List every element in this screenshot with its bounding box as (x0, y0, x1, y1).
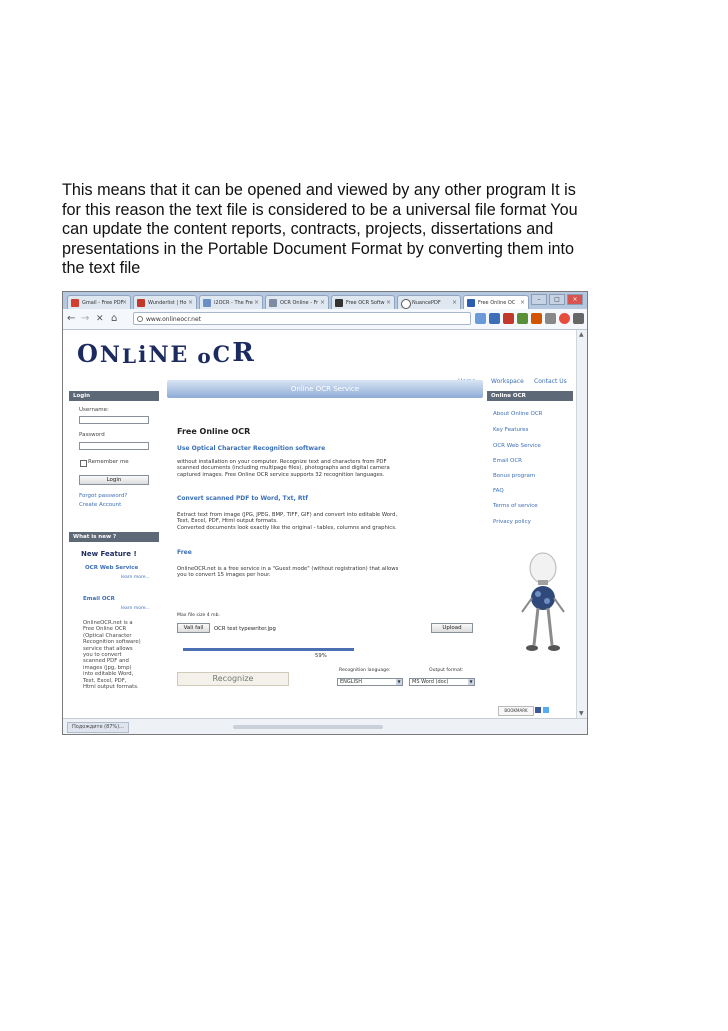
learn-more-link[interactable]: learn more... (121, 575, 150, 580)
menu-about[interactable]: About Online OCR (493, 411, 543, 417)
close-icon[interactable]: × (253, 299, 259, 306)
format-value: MS Word (doc) (412, 679, 449, 685)
convert-heading[interactable]: Convert scanned PDF to Word, Txt, Rtf (177, 495, 308, 502)
paragraph-line: can update the content reports, contracts, projects, dissertations and (62, 220, 554, 239)
language-select[interactable] (337, 678, 403, 686)
tab-nuancepdf[interactable] (397, 295, 461, 309)
description-line: scanned PDF and (83, 658, 129, 665)
logo-letter: N (148, 342, 169, 368)
email-ocr-link[interactable]: Email OCR (83, 596, 115, 602)
star-icon[interactable] (475, 313, 486, 324)
logo-letter: R (232, 338, 254, 368)
convert-line: Extract text from image (JPG, JPEG, BMP, TIFF, GIF) and convert into editable Word, (177, 512, 398, 518)
description-line: (Optical Character (83, 632, 132, 639)
horizontal-scrollbar[interactable] (233, 725, 383, 729)
paragraph-line: presentations in the Portable Document Format by converting them into (62, 239, 574, 258)
tab-free-ocr-software[interactable] (331, 295, 395, 309)
tab-i2ocr[interactable] (199, 295, 263, 309)
username-label: Username: (79, 407, 109, 413)
extension-icon[interactable] (531, 313, 542, 324)
convert-line: Text, Excel, PDF, Html output formats. (177, 518, 278, 525)
language-label: Recognition language: (339, 668, 391, 673)
login-button[interactable]: Login (79, 475, 149, 485)
forgot-password-link[interactable]: Forgot password? (79, 493, 128, 499)
description-line: Html output formats. (83, 684, 139, 691)
tab-label: i2OCR - The Fre (214, 300, 253, 306)
tab-gmail[interactable] (67, 295, 131, 309)
login-heading: Login (69, 391, 159, 401)
robot-illustration (518, 550, 568, 670)
tab-strip (63, 292, 587, 309)
wrench-icon[interactable] (573, 313, 584, 324)
paragraph-line: the text file (62, 259, 141, 278)
recognize-button[interactable]: Recognize (177, 672, 289, 686)
description-line: Recognition software) (83, 639, 141, 646)
close-icon[interactable]: × (385, 299, 391, 306)
tab-free-online-ocr[interactable] (463, 295, 529, 309)
description-line: images (jpg, bmp) (83, 664, 132, 671)
tab-label: OCR Online - Fr (280, 300, 319, 306)
status-bar (63, 718, 587, 735)
close-icon[interactable]: × (121, 299, 127, 306)
intro-line: captured images. Free Online OCR service supports 32 recognition languages. (177, 471, 385, 478)
menu-key-features[interactable]: Key Features (493, 427, 529, 433)
address-bar[interactable] (133, 312, 471, 325)
tab-label: NuancePDF (412, 300, 441, 306)
gmail-icon[interactable] (545, 313, 556, 324)
facebook-icon[interactable] (535, 707, 541, 713)
page-content (63, 330, 577, 718)
forward-button[interactable]: → (81, 313, 90, 324)
extension-icon[interactable] (489, 313, 500, 324)
globe-icon (401, 299, 411, 309)
extension-icon[interactable] (503, 313, 514, 324)
page-icon (203, 299, 211, 307)
logo-letter: L (122, 344, 137, 368)
right-menu-heading: Online OCR (487, 391, 573, 401)
page-icon (335, 299, 343, 307)
menu-privacy[interactable]: Privacy policy (493, 519, 531, 525)
site-logo[interactable] (77, 338, 254, 368)
extension-icon[interactable] (517, 313, 528, 324)
logo-letter: C (212, 342, 231, 368)
tab-label: Wunderlist | Ho (148, 300, 187, 306)
intro-line: scanned documents (including multipage files), photographs and digital camera (177, 465, 390, 472)
bookmark-button[interactable]: BOOKMARK (498, 706, 534, 716)
tab-label: Free Online OC (478, 300, 516, 306)
service-bar: Online OCR Service (167, 380, 483, 398)
menu-terms[interactable]: Terms of service (493, 503, 538, 509)
learn-more-link[interactable]: learn more... (121, 606, 150, 611)
free-heading: Free (177, 549, 192, 556)
close-icon[interactable]: × (187, 299, 193, 306)
paragraph-line: This means that it can be opened and viewed by any other program It is (62, 181, 576, 199)
intro-line: without installation on your computer. Recognize text and characters from PDF (177, 459, 387, 465)
gmail-icon (71, 299, 79, 307)
maximize-button[interactable]: □ (549, 294, 565, 305)
site-description (83, 620, 141, 690)
document-paragraph (62, 181, 682, 279)
password-input[interactable] (79, 442, 149, 450)
ocr-web-service-link[interactable]: OCR Web Service (85, 565, 139, 571)
menu-email-ocr[interactable]: Email OCR (493, 458, 522, 464)
close-icon[interactable]: × (451, 299, 457, 306)
paragraph-line: for this reason the text file is considered to be a universal file format You (62, 200, 578, 219)
whats-new-heading: What is new ? (69, 532, 159, 542)
create-account-link[interactable]: Create Account (79, 502, 122, 508)
main-title: Free Online OCR (177, 427, 251, 436)
vertical-scrollbar[interactable] (576, 330, 587, 718)
close-icon[interactable]: × (319, 299, 325, 306)
back-button[interactable]: ← (67, 313, 76, 324)
intro-text (177, 459, 390, 478)
menu-bonus-program[interactable]: Bonus program (493, 473, 536, 479)
logo-letter: o (197, 344, 211, 368)
menu-ocr-web-service[interactable]: OCR Web Service (493, 443, 541, 449)
convert-line: Converted documents look exactly like the original - tables, columns and graphics. (177, 524, 397, 531)
workspace-link[interactable]: Workspace (491, 378, 524, 385)
choose-file-button[interactable]: Vali fail (177, 623, 210, 633)
scroll-up-icon[interactable]: ▲ (579, 331, 584, 338)
close-icon[interactable]: × (519, 299, 525, 306)
free-line: OnlineOCR.net is a free service in a "Guest mode" (without registration) that allows (177, 566, 399, 572)
address-text: www.onlineocr.net (146, 316, 202, 323)
new-feature-title: New Feature ! (81, 550, 137, 558)
page-icon (467, 299, 475, 307)
convert-text (177, 512, 397, 531)
format-select[interactable] (409, 678, 475, 686)
tab-wunderlist[interactable] (133, 295, 197, 309)
remember-label: Remember me (88, 459, 129, 465)
description-line: OnlineOCR.net is a (83, 620, 133, 626)
logo-letter: E (170, 342, 188, 368)
chevron-down-icon: ▼ (469, 679, 473, 684)
upload-progress-bar (183, 648, 354, 651)
browser-toolbar (63, 309, 587, 330)
logo-letter: O (77, 339, 98, 368)
page-icon (269, 299, 277, 307)
twitter-icon[interactable] (543, 707, 549, 713)
tab-label: Gmail - Free PDF (82, 300, 124, 306)
description-line: you to convert (83, 652, 122, 659)
remember-checkbox[interactable] (80, 460, 87, 467)
language-value: ENGLISH (340, 679, 362, 685)
browser-screenshot (62, 291, 588, 735)
description-line: into editable Word, (83, 671, 134, 678)
window-controls (531, 294, 583, 305)
upload-button[interactable]: Upload (431, 623, 473, 633)
scroll-down-icon[interactable]: ▼ (579, 710, 584, 717)
chevron-down-icon: ▼ (397, 679, 401, 684)
logo-letter: i (138, 342, 147, 368)
wunderlist-icon (137, 299, 145, 307)
menu-faq[interactable]: FAQ (493, 488, 504, 494)
file-name: OCR test typewriter.jpg (214, 626, 276, 632)
description-line: Text, Excel, PDF, (83, 677, 127, 684)
home-button[interactable]: ⌂ (111, 313, 118, 324)
max-file-size: Max file size 4 mb. (177, 613, 221, 618)
globe-icon (137, 316, 143, 322)
logo-letter: N (99, 342, 121, 368)
description-line: Free Online OCR (83, 626, 127, 633)
password-label: Password (79, 432, 105, 438)
contact-link[interactable]: Contact Us (534, 378, 567, 385)
main-subtitle[interactable]: Use Optical Character Recognition software (177, 445, 326, 452)
status-text: Подождите (87%)... (67, 722, 129, 733)
progress-percent: 59% (315, 653, 327, 659)
tab-ocr-online[interactable] (265, 295, 329, 309)
minimize-button[interactable]: – (531, 294, 547, 305)
opera-icon[interactable] (559, 313, 570, 324)
free-text (177, 566, 398, 579)
stop-button[interactable]: ✕ (96, 314, 104, 324)
description-line: service that allows (83, 645, 133, 652)
format-label: Output format: (429, 668, 464, 673)
username-input[interactable] (79, 416, 149, 424)
free-line: you to convert 15 images per hour. (177, 572, 271, 579)
tab-label: Free OCR Softw (346, 300, 385, 306)
close-window-button[interactable]: × (567, 294, 583, 305)
